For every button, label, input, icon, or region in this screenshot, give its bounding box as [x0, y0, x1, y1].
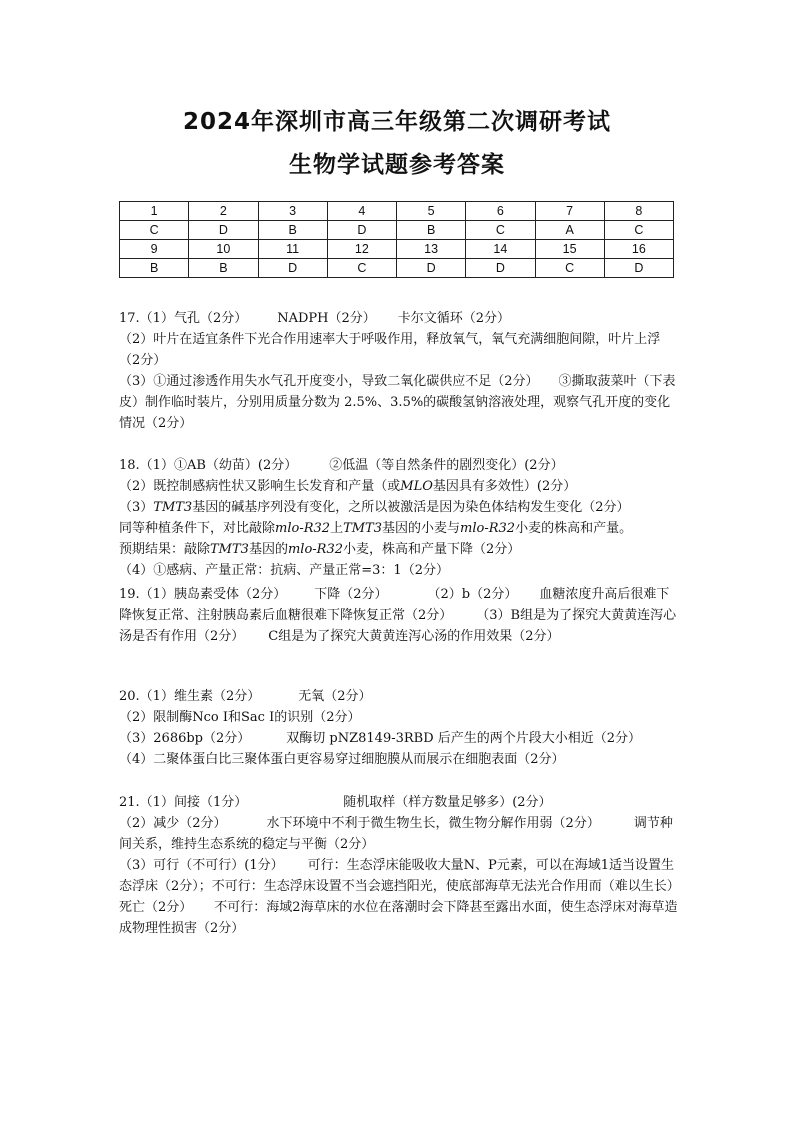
- q21-part3-c: 不可行：海域2海草床的水位在落潮时会下降甚至露出水面，使生态浮床对海草造成物理性损害（2分）: [119, 900, 678, 936]
- answer-table-cell: B: [397, 221, 466, 240]
- q18-part1-a: 18.（1）①AB（幼苗）(2分）: [119, 458, 298, 473]
- document-subtitle: 生物学试题参考答案: [289, 152, 505, 178]
- q17-part3-a: （3）①通过渗透作用失水气孔开度变小，导致二氧化碳供应不足（2分）: [119, 374, 539, 389]
- q17-part2: （2）叶片在适宜条件下光合作用速率大于呼吸作用，释放氧气，氧气充满细胞间隙，叶片上浮（2分）: [119, 332, 661, 368]
- answer-table: [119, 201, 674, 278]
- answer-table-row: [120, 221, 674, 240]
- answer-table-cell: D: [327, 221, 396, 240]
- answer-table-cell: 6: [466, 202, 535, 221]
- q20-part1-a: 20.（1）维生素（2分）: [119, 689, 261, 704]
- q18-line5-gene1: TMT3: [210, 542, 249, 557]
- answer-table-cell: 4: [327, 202, 396, 221]
- q19-part3-b: C组是为了探究大黄黄连泻心汤的作用效果（2分）: [268, 629, 560, 644]
- answer-table-cell: D: [604, 259, 673, 278]
- q21-part1-b: 随机取样（样方数量足够多）(2分）: [343, 795, 552, 810]
- answer-table-row: [120, 202, 674, 221]
- answer-table-cell: 15: [535, 240, 604, 259]
- answer-table-cell: 3: [258, 202, 327, 221]
- q19-part1-b: 下降（2分）: [314, 587, 388, 602]
- q20-part3-a: （3）2686bp（2分）: [119, 731, 251, 746]
- answer-table-cell: 7: [535, 202, 604, 221]
- question-18: [119, 455, 679, 581]
- q19-part3-a: （3）B组是为了探究大黄黄连泻心汤是否有作用（2分）: [119, 608, 677, 644]
- q17-part1-c: 卡尔文循环（2分）: [397, 311, 511, 326]
- answer-table-cell: D: [189, 221, 258, 240]
- answer-table-cell: C: [604, 221, 673, 240]
- question-19: [119, 584, 679, 647]
- q18-part2-b: 基因具有多效性）(2分）: [432, 479, 577, 494]
- q18-part3-a: （3）: [119, 500, 154, 515]
- answer-table-cell: 9: [120, 240, 189, 259]
- answer-table-cell: B: [189, 259, 258, 278]
- q18-line5-gene2: mlo-R32: [287, 542, 344, 557]
- answer-table-cell: B: [258, 221, 327, 240]
- answer-table-cell: C: [327, 259, 396, 278]
- answer-table-cell: 16: [604, 240, 673, 259]
- answer-table-cell: D: [466, 259, 535, 278]
- q18-line5-a: 预期结果：敲除: [119, 542, 211, 557]
- question-17: [119, 308, 679, 434]
- q18-line4-b: 上: [330, 521, 344, 536]
- answer-table-cell: C: [466, 221, 535, 240]
- q19-part2-a: （2）b（2分）: [427, 587, 518, 602]
- question-21: [119, 792, 679, 939]
- q18-line4-gene1: mlo-R32: [275, 521, 331, 536]
- answer-table-cell: D: [258, 259, 327, 278]
- q21-part3-a: （3）可行（不可行）(1分）: [119, 858, 284, 873]
- q18-line5-b: 基因的: [248, 542, 288, 557]
- q21-part2-b: 水下环境中不利于微生物生长，微生物分解作用弱（2分）: [266, 816, 600, 831]
- q18-part1-b: ②低温（等自然条件的剧烈变化）(2分）: [329, 458, 564, 473]
- q18-part3-b: 基因的碱基序列没有变化，之所以被激活是因为染色体结构发生变化（2分）: [192, 500, 630, 515]
- q19-part2-b: 血糖浓度升高后很难下降恢复正常、注射胰岛素后血糖很难下降恢复正常（2分）: [119, 587, 670, 623]
- answer-table-cell: 11: [258, 240, 327, 259]
- answer-table-row: [120, 240, 674, 259]
- q20-part3-b: 双酶切 pNZ8149-3RBD 后产生的两个片段大小相近（2分）: [286, 731, 642, 746]
- answer-table-cell: C: [120, 221, 189, 240]
- q18-part2-a: （2）既控制感病性状又影响生长发育和产量（或: [119, 479, 401, 494]
- answer-table-cell: C: [535, 259, 604, 278]
- q17-part3-b: ③撕取菠菜叶（下表皮）制作临时装片，分别用质量分数为 2.5%、3.5%的碳酸氢钠溶液处理，观察气孔开度的变化情况（2分）: [119, 374, 676, 431]
- answer-table-cell: A: [535, 221, 604, 240]
- q18-part3-gene: TMT3: [153, 500, 193, 515]
- q18-part4: （4）①感病、产量正常：抗病、产量正常=3：1（2分）: [119, 563, 449, 578]
- answer-table-cell: 12: [327, 240, 396, 259]
- q18-line4-gene3: mlo-R32: [460, 521, 516, 536]
- q21-part2-c: 调节种间关系，维持生态系统的稳定与平衡（2分）: [119, 816, 673, 852]
- q19-part1-a: 19.（1）胰岛素受体（2分）: [119, 587, 287, 602]
- q18-part2-gene: MLO: [400, 479, 433, 494]
- q18-line4-gene2: TMT3: [343, 521, 383, 536]
- q21-part1-a: 21.（1）间接（1分）: [119, 795, 248, 810]
- question-20: [119, 686, 679, 770]
- q18-line4-d: 小麦的株高和产量。: [515, 521, 633, 536]
- document-title: 2024年深圳市高三年级第二次调研考试: [182, 109, 611, 135]
- answer-table-cell: 14: [466, 240, 535, 259]
- answer-table-cell: D: [397, 259, 466, 278]
- answer-table-cell: 1: [120, 202, 189, 221]
- answer-table-cell: 5: [397, 202, 466, 221]
- q18-line4-a: 同等种植条件下，对比敲除: [119, 521, 276, 536]
- q20-part2: （2）限制酶Nco Ⅰ和Sac Ⅰ的识别（2分）: [119, 710, 361, 725]
- q20-part4: （4）二聚体蛋白比三聚体蛋白更容易穿过细胞膜从而展示在细胞表面（2分）: [119, 752, 565, 767]
- answer-table-cell: 2: [189, 202, 258, 221]
- q20-part1-b: 无氧（2分）: [298, 689, 372, 704]
- answer-table-cell: 8: [604, 202, 673, 221]
- q21-part2-a: （2）减少（2分）: [119, 816, 227, 831]
- q21-part3-b: 可行：生态浮床能吸收大量N、P元素，可以在海域1适当设置生态浮床（2分）；不可行：生态浮床设置不当会遮挡阳光，使底部海草无法光合作用而（难以生长）死亡（2分）: [119, 858, 675, 915]
- answer-table-row: [120, 259, 674, 278]
- q18-line5-c: 小麦，株高和产量下降（2分）: [343, 542, 521, 557]
- answer-table-cell: 10: [189, 240, 258, 259]
- q18-line4-c: 基因的小麦与: [382, 521, 461, 536]
- answer-table-cell: B: [120, 259, 189, 278]
- answer-table-cell: 13: [397, 240, 466, 259]
- q17-part1-b: NADPH（2分）: [277, 311, 376, 326]
- q17-part1-a: 17.（1）气孔（2分）: [119, 311, 248, 326]
